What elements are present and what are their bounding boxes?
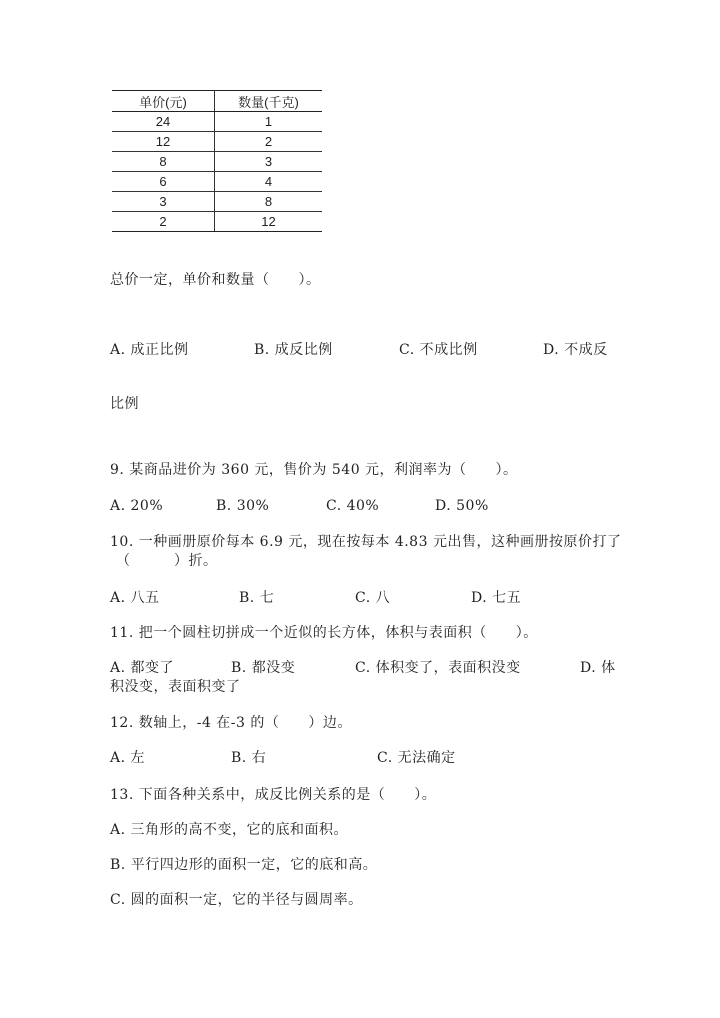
q9-option-b: B. 30% bbox=[216, 498, 270, 514]
q8-option-d-cont: 比例 bbox=[110, 396, 139, 412]
header-unit-price: 单价(元) bbox=[112, 91, 215, 112]
table-cell: 2 bbox=[112, 212, 215, 232]
table-row bbox=[112, 112, 322, 132]
q11-option-d-cont: 积没变，表面积变了 bbox=[110, 679, 241, 695]
q10-option-a: A. 八五 bbox=[110, 590, 160, 606]
table-cell: 6 bbox=[112, 172, 215, 192]
q13-option-c: C. 圆的面积一定，它的半径与圆周率。 bbox=[110, 892, 363, 908]
table-row bbox=[112, 172, 322, 192]
q13-option-b: B. 平行四边形的面积一定，它的底和高。 bbox=[110, 857, 378, 873]
q12-option-c: C. 无法确定 bbox=[377, 750, 456, 766]
q9-option-d: D. 50% bbox=[435, 498, 489, 514]
q13-stem: 13. 下面各种关系中，成反比例关系的是（ ）。 bbox=[110, 787, 437, 803]
q10-option-c: C. 八 bbox=[355, 590, 391, 606]
q8-stem: 总价一定，单价和数量（ ）。 bbox=[110, 272, 321, 288]
q11-option-a: A. 都变了 bbox=[110, 660, 175, 676]
table-cell: 24 bbox=[112, 112, 215, 132]
q9-option-c: C. 40% bbox=[326, 498, 380, 514]
table-row bbox=[112, 192, 322, 212]
table-cell: 8 bbox=[215, 192, 323, 212]
header-quantity: 数量(千克) bbox=[215, 91, 323, 112]
q11-option-d: D. 体 bbox=[580, 660, 616, 676]
q13-option-a: A. 三角形的高不变，它的底和面积。 bbox=[110, 822, 349, 838]
q10-stem-cont: （ ）折。 bbox=[116, 553, 218, 569]
q8-option-a: A. 成正比例 bbox=[110, 342, 189, 358]
table-cell: 3 bbox=[112, 192, 215, 212]
q10-stem: 10. 一种画册原价每本 6.9 元，现在按每本 4.83 元出售，这种画册按原价打了 bbox=[110, 534, 622, 550]
q9-stem: 9. 某商品进价为 360 元，售价为 540 元，利润率为（ ）。 bbox=[110, 462, 518, 478]
q11-option-b: B. 都没变 bbox=[231, 660, 296, 676]
table-row bbox=[112, 212, 322, 232]
q10-option-d: D. 七五 bbox=[471, 590, 522, 606]
price-quantity-table bbox=[112, 90, 322, 232]
q12-option-b: B. 右 bbox=[231, 750, 267, 766]
table-cell: 8 bbox=[112, 152, 215, 172]
q11-option-c: C. 体积变了，表面积没变 bbox=[355, 660, 521, 676]
table-row bbox=[112, 152, 322, 172]
table-cell: 4 bbox=[215, 172, 323, 192]
table-cell: 3 bbox=[215, 152, 323, 172]
table-cell: 2 bbox=[215, 132, 323, 152]
table-row bbox=[112, 132, 322, 152]
q10-option-b: B. 七 bbox=[239, 590, 275, 606]
q12-option-a: A. 左 bbox=[110, 750, 146, 766]
table-cell: 12 bbox=[215, 212, 323, 232]
q12-stem: 12. 数轴上，-4 在-3 的（ ）边。 bbox=[110, 715, 352, 731]
table-cell: 12 bbox=[112, 132, 215, 152]
q8-option-d: D. 不成反 bbox=[543, 342, 608, 358]
q11-stem: 11. 把一个圆柱切拼成一个近似的长方体，体积与表面积（ ）。 bbox=[110, 625, 538, 641]
table-header-row bbox=[112, 91, 322, 112]
table-cell: 1 bbox=[215, 112, 323, 132]
q8-option-c: C. 不成比例 bbox=[399, 342, 478, 358]
q9-option-a: A. 20% bbox=[110, 498, 164, 514]
q8-option-b: B. 成反比例 bbox=[254, 342, 333, 358]
